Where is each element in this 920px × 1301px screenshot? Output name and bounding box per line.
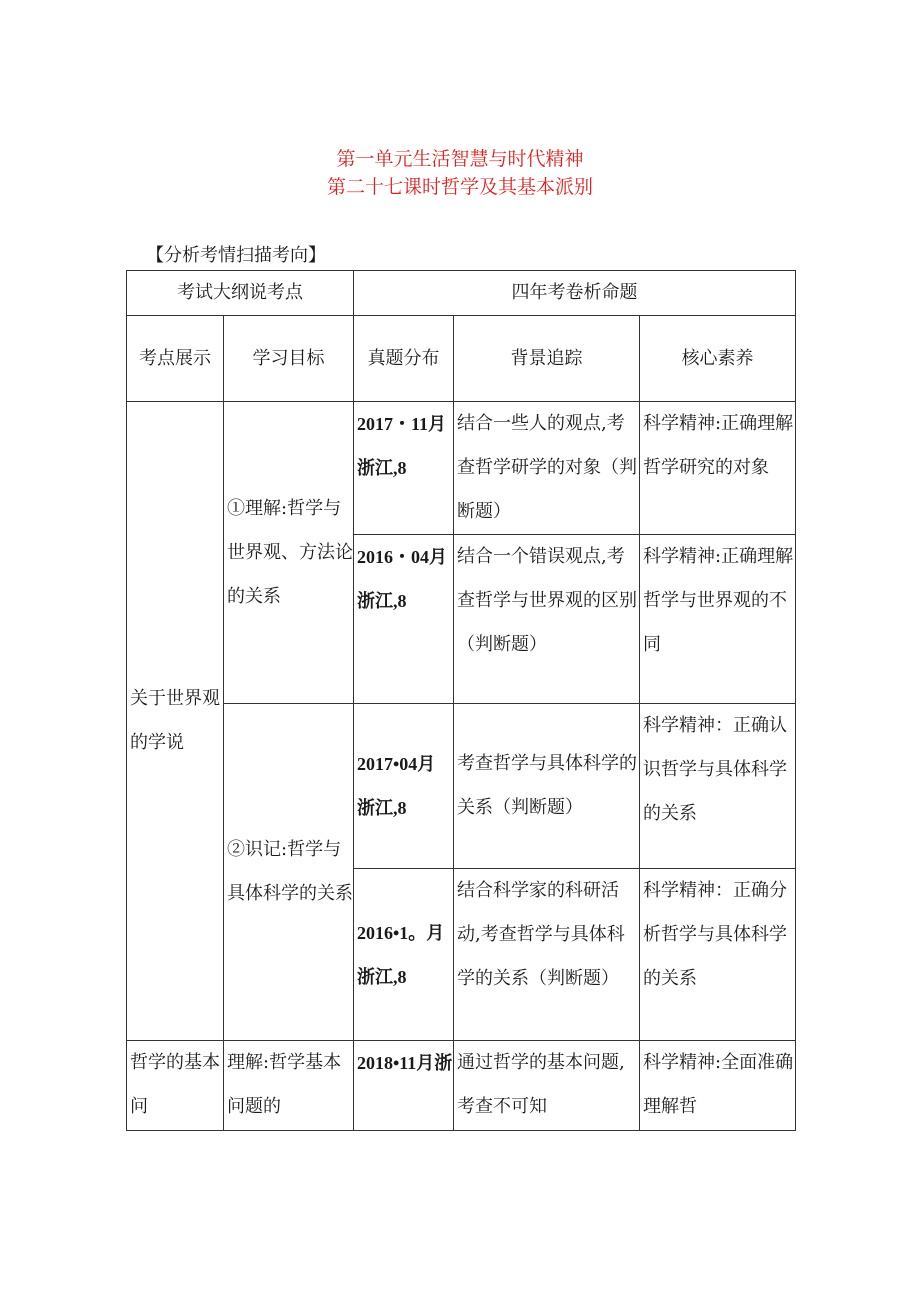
unit-title: 第一单元生活智慧与时代精神 — [336, 148, 584, 170]
table-row — [127, 1041, 796, 1131]
date-cell: 2017•04月浙江,8 — [354, 704, 454, 869]
background-cell: 考查哲学与具体科学的关系（判断题） — [454, 704, 640, 869]
background-cell: 结合一个错误观点,考查哲学与世界观的区别（判断题） — [454, 535, 640, 704]
date-cell: 2018•11月浙 — [354, 1041, 454, 1131]
col-header-background: 背景追踪 — [454, 316, 640, 402]
header-group-left: 考试大纲说考点 — [127, 271, 354, 316]
date-cell: 2017・11月浙江,8 — [354, 402, 454, 535]
col-header-exhibit: 考点展示 — [127, 316, 224, 402]
goal-cell-1: ①理解:哲学与世界观、方法论的关系 — [224, 402, 354, 704]
literacy-cell: 科学精神:正确理解哲学研究的对象 — [640, 402, 796, 535]
section-label: 【分析考情扫描考向】 — [146, 245, 326, 266]
goal-cell-2: ②识记:哲学与具体科学的关系 — [224, 704, 354, 1041]
literacy-cell: 科学精神：正确分析哲学与具体科学的关系 — [640, 869, 796, 1041]
lesson-title: 第二十七课时哲学及其基本派别 — [326, 176, 593, 198]
literacy-cell: 科学精神:正确理解哲学与世界观的不同 — [640, 535, 796, 704]
goal-cell-3: 理解:哲学基本问题的 — [224, 1041, 354, 1131]
exam-analysis-table — [126, 270, 796, 1131]
table-header-row — [127, 316, 796, 402]
topic-cell-worldview: 关于世界观的学说 — [127, 402, 224, 1041]
table-row — [127, 704, 796, 869]
col-header-literacy: 核心素养 — [640, 316, 796, 402]
col-header-dist: 真题分布 — [354, 316, 454, 402]
background-cell: 结合科学家的科研活动,考查哲学与具体科学的关系（判断题） — [454, 869, 640, 1041]
table-row — [127, 402, 796, 535]
table-header-group-row — [127, 271, 796, 316]
col-header-goal: 学习目标 — [224, 316, 354, 402]
literacy-cell: 科学精神:全面准确理解哲 — [640, 1041, 796, 1131]
literacy-cell: 科学精神：正确认识哲学与具体科学的关系 — [640, 704, 796, 869]
background-cell: 结合一些人的观点,考查哲学研学的对象（判断题） — [454, 402, 640, 535]
date-cell: 2016•1。月浙江,8 — [354, 869, 454, 1041]
background-cell: 通过哲学的基本问题,考查不可知 — [454, 1041, 640, 1131]
date-cell: 2016・04月浙江,8 — [354, 535, 454, 704]
header-group-right: 四年考卷析命题 — [354, 271, 796, 316]
topic-cell-basic-question: 哲学的基本问 — [127, 1041, 224, 1131]
